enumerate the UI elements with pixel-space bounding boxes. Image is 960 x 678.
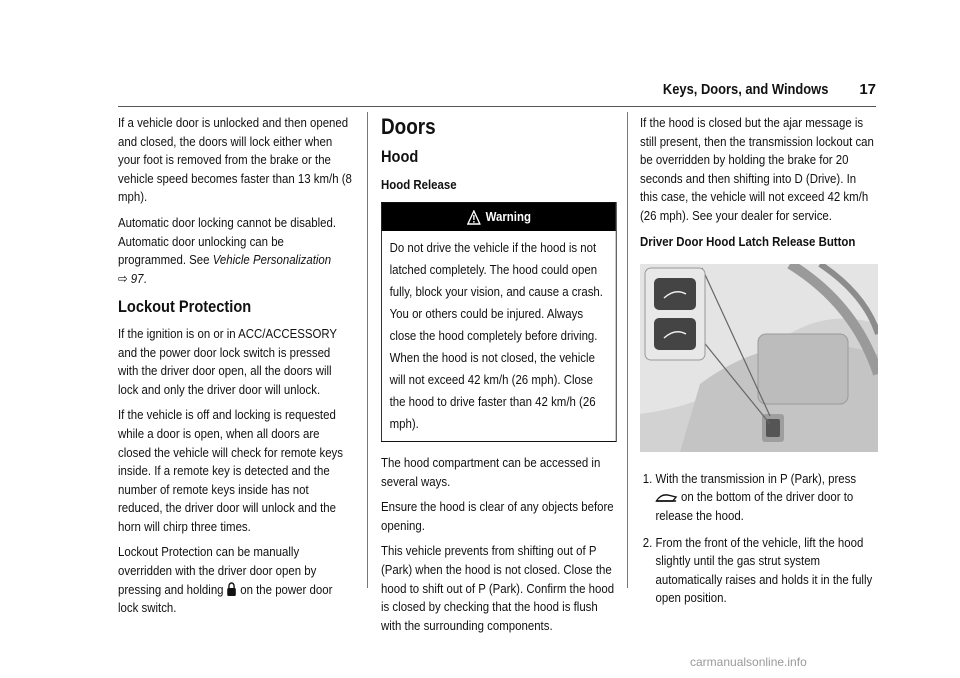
column-1 — [118, 114, 352, 625]
figure-caption: Driver Door Hood Latch Release Button — [640, 233, 856, 249]
doors-section-heading: Doors — [381, 114, 436, 139]
hood-latch-release-photo — [640, 264, 878, 452]
cross-reference-link[interactable]: Vehicle Personalization — [212, 252, 332, 268]
paragraph: If a vehicle door is unlocked and then opened and closed, the doors will lock either when your foot is removed from the brake or the vehicle speed becomes faster than 13 km/h (8 mph). — [118, 115, 352, 205]
cross-reference-page[interactable]: 97 — [130, 270, 144, 286]
warning-header — [382, 203, 616, 231]
column-2 — [381, 114, 615, 642]
running-header — [640, 81, 876, 103]
hood-release-icon — [655, 491, 677, 503]
watermark: carmanualsonline.info — [690, 655, 807, 669]
paragraph-text: on the power door lock switch. — [118, 581, 333, 616]
warning-text: Do not drive the vehicle if the hood is not latched completely. The hood could open fully, block your vision, and cause a crash. You or others could be injured. Always close the hood completely before driving. When the hood is not closed, the vehicle will not exceed 42 km/h (26 mph). Close the hood to drive faster than 42 km/h (26 mph). — [389, 240, 603, 431]
instruction-steps — [640, 470, 874, 608]
paragraph — [118, 543, 352, 617]
warning-box — [381, 202, 617, 442]
lockout-protection-heading: Lockout Protection — [118, 297, 252, 317]
paragraph: The hood compartment can be accessed in several ways. — [381, 455, 601, 489]
page-ref-arrow-icon: ⇨ — [118, 270, 131, 286]
warning-label: Warning — [485, 208, 531, 224]
paragraph-text: Automatic door locking cannot be disabled. Automatic door unlocking can be programmed. See — [118, 214, 337, 268]
page-number: 17 — [859, 81, 876, 98]
step-1 — [655, 470, 873, 526]
step-text: on the bottom of the driver door to release the hood. — [655, 489, 854, 523]
hood-release-heading: Hood Release — [381, 177, 457, 192]
paragraph: If the vehicle is off and locking is requested while a door is open, when all doors are closed the vehicle will check for remote keys inside. If a remote key is detected and the number of remote keys inside has not reduced, the driver door will unlock and the horn will chirp three times. — [118, 407, 343, 534]
paragraph: Automatic door locking cannot be disabled. Automatic door unlocking can be programmed. See Vehicle Personalization ⇨ 97. — [118, 214, 337, 286]
paragraph: If the ignition is on or in ACC/ACCESSORY and the power door lock switch is pressed with the driver door open, all the doors will lock and only the driver door will unlock. — [118, 325, 337, 397]
step-text: With the transmission in P (Park), press — [655, 470, 857, 486]
paragraph: If the hood is closed but the ajar message is still present, then the transmission lockout can be overridden by holding the brake for 20 seconds and then shifting into D (Drive). In this case, the vehicle will not exceed 42 km/h (26 mph). See your dealer for service. — [640, 115, 874, 223]
header-rule — [118, 106, 876, 107]
column-3 — [640, 114, 874, 616]
step-2: 2. From the front of the vehicle, lift the hood slightly until the gas strut system automatically raises and holds it in the fully open position. — [655, 534, 873, 608]
column-divider-2 — [627, 112, 628, 588]
column-divider-1 — [367, 112, 368, 588]
lock-icon — [227, 582, 237, 596]
paragraph: Ensure the hood is clear of any objects before opening. — [381, 499, 614, 533]
paragraph: This vehicle prevents from shifting out of P (Park) when the hood is not closed. Close the hood to shift out of P (Park). Confirm the hood is closed by checking that the hood is flush with the surrounding components. — [381, 543, 615, 633]
warning-icon — [467, 210, 481, 225]
paragraph-text: Lockout Protection can be manually overridden with the driver door open by pressing and holding — [118, 544, 317, 597]
hood-heading: Hood — [381, 147, 419, 166]
header-title: Keys, Doors, and Windows — [662, 81, 828, 98]
